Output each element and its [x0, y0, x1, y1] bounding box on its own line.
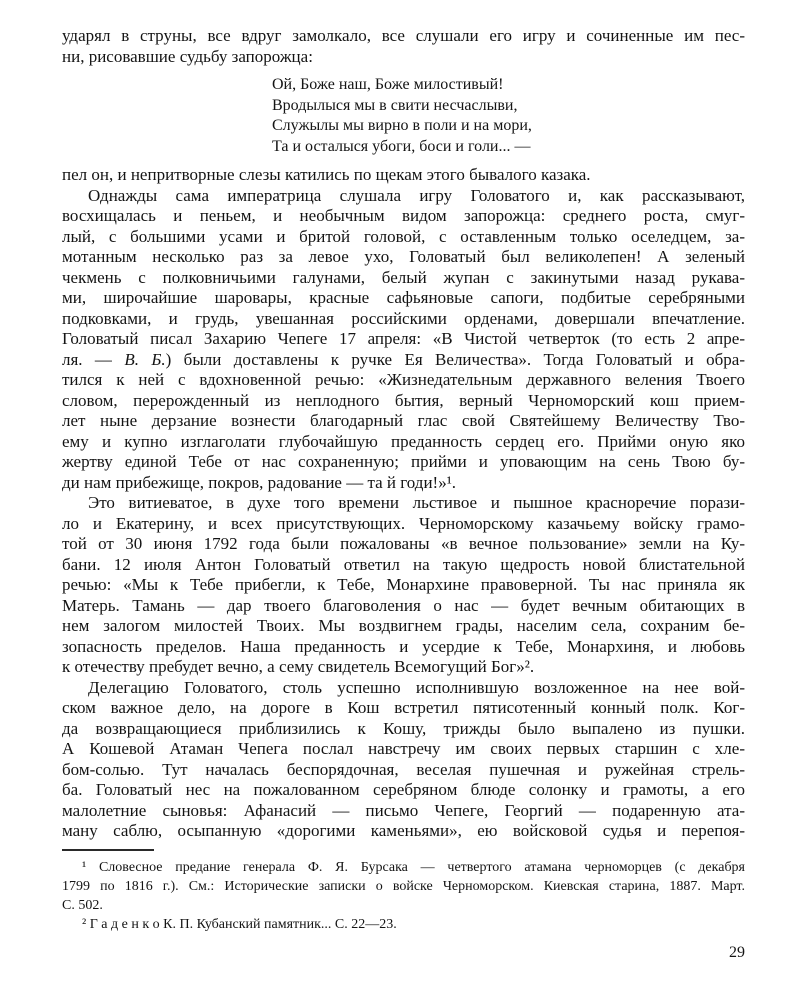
text-line: ни, рисовавшие судьбу запорожца: [62, 46, 313, 66]
text-line: пел он, и непритворные слезы катились по щекам этого бывалого казака. [62, 165, 591, 184]
text-line: чекмень с полковничьими галунами, белый жупан с закинутыми назад рукава- [62, 267, 745, 287]
text-line: мотанным несколько раз за левое ухо, Головатый был великолепен! А зеленый [62, 247, 745, 266]
text-line: А Кошевой Атаман Чепега послал навстречу им своих первых старшин с хле- [62, 739, 745, 758]
footnotes [62, 858, 745, 934]
text-line: ба. Головатый нес на пожалованном серебряном блюде солонку и грамоты, а его [62, 780, 745, 799]
text-line: ему и купно изглаголати глубочайшую преданность сердец его. Прийми оную яко [62, 431, 745, 451]
text-line: нем залогом милостей Твоих. Мы воздвигнем грады, населим села, сохраним бе- [62, 616, 745, 635]
verse-line: Та и осталыся убоги, боси и голи... — [272, 137, 531, 155]
page-body [62, 26, 745, 842]
text-line: малолетние сыновья: Афанасий — письмо Чепеге, Георгий — подаренную ата- [62, 800, 745, 820]
text-line: ¹ Словесное предание генерала Ф. Я. Бурсака — четвертого атамана черноморцев (с декабря [82, 859, 745, 875]
text-line: к отечеству пребудет вечно, а сему свидетель Всемогущий Бог»². [62, 657, 535, 676]
text-line: той от 30 июня 1792 года были пожалованы «в вечное пользование» земли на Ку- [62, 534, 745, 553]
text-line: Матерь. Тамань — дар твоего благоволения о нас — будет вечным обитающих в [62, 595, 745, 615]
text-line: бани. 12 июля Антон Головатый ответил на такую щедрость новой блистательной [62, 554, 745, 574]
verse-line: Ой, Боже наш, Боже милостивый! [272, 76, 504, 93]
text-line: лет ныне дерзание вознести благодарный глас свой Святейшему Величеству Тво- [62, 411, 745, 430]
page-number: 29 [729, 943, 745, 961]
footnote [62, 915, 745, 934]
text-line: подковками, и грудь, увешанная российскими орденами, довершали впечатление. [62, 308, 745, 328]
text-line: жертву единой Тебе от нас сохраненную; прийми и уповающим на сень Твою бу- [62, 452, 745, 471]
paragraph [62, 165, 745, 186]
text-line: ло и Екатерину, и всех присутствующих. Черноморскому казачьему войску грамо- [62, 513, 745, 533]
text-line: да возвращающиеся приблизились к Кошу, трижды было выпалено из пушки. [62, 718, 745, 738]
text-line: ударял в струны, все вдруг замолкало, все слушали его игру и сочиненные им пес- [62, 26, 745, 45]
text-line: ском важное дело, на дороге в Кош встретил пятисотенный конный полк. Ког- [62, 698, 745, 717]
text-line: ² Г а д е н к о К. П. Кубанский памятник... С. 22—23. [82, 916, 397, 932]
text-line: Однажды сама императрица слушала игру Головатого и, как рассказывают, [88, 185, 745, 205]
paragraph [62, 26, 745, 67]
text-line: словом, перерожденный из неплодного бытия, верный Черноморский кош прием- [62, 390, 745, 410]
verse-block [272, 75, 745, 157]
text-line: восхищалась и пеньем, и необычным видом запорожца: среднего роста, смуг- [62, 206, 745, 225]
text-line: 1799 по 1816 г.). См.: Исторические записки о войске Черноморском. Киевская старина, 1887. Март. [62, 878, 745, 894]
footnote-divider [62, 849, 154, 851]
paragraph [62, 678, 745, 842]
text-line: ману саблю, осыпанную «дорогими каменьями», ею войсковой судья и перепоя- [62, 821, 745, 840]
text-line: ди нам прибежище, покров, радование — та й годи!»¹. [62, 472, 457, 492]
verse-line: Вродылыся мы в свити несчаслыви, [272, 96, 518, 114]
text-line: Это витиеватое, в духе того времени льстивое и пышное красноречие порази- [88, 493, 745, 512]
text-line: лый, с большими усами и бритой головой, с оставленным только оселедцем, за- [62, 226, 745, 246]
text-line: Головатый писал Захарию Чепеге 17 апреля: «В Чистой четверток (то есть 2 апре- [62, 329, 745, 348]
paragraph [62, 493, 745, 678]
text-line: тился к ней с вдохновенной речью: «Жизнедательным державного веления Твоего [62, 370, 745, 389]
paragraph [62, 186, 745, 494]
verse-line: Служылы мы вирно в поли и на мори, [272, 117, 532, 134]
footnote [62, 858, 745, 915]
text-line: С. 502. [62, 897, 103, 913]
text-line: Делегацию Головатого, столь успешно исполнившую возложенное на нее вой- [88, 677, 745, 697]
text-line: зопасность пределов. Наша преданность и усердие к Тебе, Монархиня, и любовь [62, 636, 745, 656]
text-line: бом-солью. Тут началась беспорядочная, веселая пушечная и ружейная стрель- [62, 759, 745, 779]
text-line: ми, широчайшие шаровары, красные сафьяновые сапоги, подбитые серебряными [62, 288, 745, 307]
text-line: речью: «Мы к Тебе прибегли, к Тебе, Монархине правоверной. Ты нас приняла як [62, 575, 745, 594]
text-line: ля. — В. Б.) были доставлены к ручке Ея Величества». Тогда Головатый и обра- [62, 349, 745, 369]
